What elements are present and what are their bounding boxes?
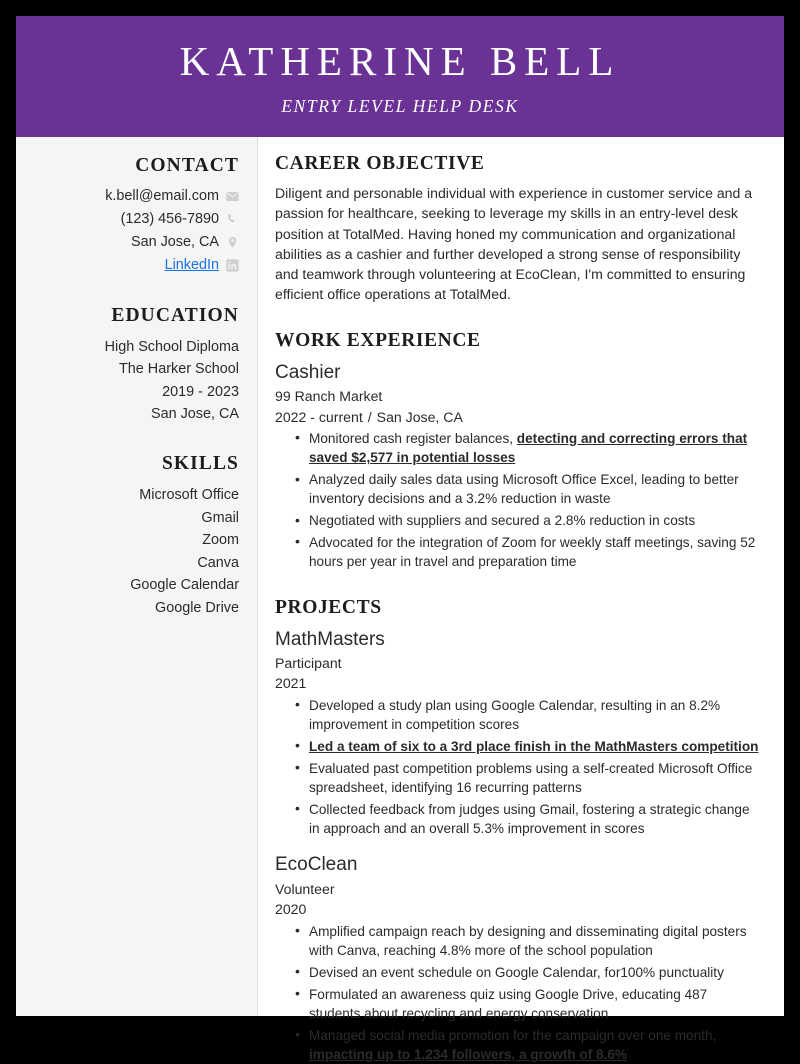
bullet-emphasis: impacting up to 1,234 followers, a growth of 8.6% (309, 1047, 627, 1063)
work-experience-heading: WORK EXPERIENCE (275, 329, 481, 351)
contact-phone-text: (123) 456-7890 (120, 210, 219, 227)
bullet-item (309, 696, 762, 735)
bullet-plain: Developed a study plan using Google Calendar, resulting in an 8.2% improvement in competition scores (309, 697, 721, 733)
bullet-plain: Formulated an awareness quiz using Google Drive, educating 487 students about recycling and energy conservation (309, 986, 708, 1021)
envelope-icon (226, 190, 239, 203)
header-banner (16, 16, 784, 137)
skill-item: Microsoft Office (139, 487, 239, 504)
bullet-item (309, 533, 762, 572)
bullet-plain: Negotiated with suppliers and secured a 2.8% reduction in costs (309, 513, 696, 529)
bullet-item (309, 922, 762, 961)
meta-separator: / (367, 408, 372, 425)
contact-list (30, 186, 239, 277)
project-entry (275, 627, 762, 839)
contact-item-email (30, 186, 239, 208)
skill-item: Google Drive (155, 599, 239, 616)
work-entry-bullets (275, 429, 762, 572)
career-objective-text: Diligent and personable individual with experience in customer service and a passion for healthcare, seeking to leverage my skills in an entry-level desk position at TotalMed. Having honed my communication and organizational abilities as a cashier and further developed a strong sense of responsibility and teamwork through volunteering at EcoClean, I'm committed to ensuring efficient office operations at TotalMed. (275, 185, 753, 303)
bullet-plain: Evaluated past competition problems using a self-created Microsoft Office spreadsheet, identifying 16 recurring patterns (309, 760, 753, 796)
location-pin-icon (226, 236, 239, 249)
contact-item-linkedin[interactable] (30, 255, 239, 277)
education-line: 2019 - 2023 (162, 383, 239, 400)
contact-location-text: San Jose, CA (131, 233, 219, 250)
project-entry-title: EcoClean (275, 854, 358, 876)
bullet-emphasis: detecting and correcting errors that saved $2,577 in potential losses (309, 430, 748, 466)
bullet-item (309, 737, 762, 756)
bullet-item (309, 759, 762, 798)
contact-email-text: k.bell@email.com (105, 188, 219, 204)
skill-item: Zoom (202, 532, 239, 549)
project-entry-bullets (275, 696, 762, 839)
work-entry-meta (275, 407, 762, 427)
education-line: High School Diploma (104, 338, 239, 355)
work-entry-dates: 2022 - current (275, 408, 363, 425)
project-entry-dates: 2020 (275, 901, 307, 918)
bullet-plain: Devised an event schedule on Google Calendar, for100% punctuality (309, 964, 724, 980)
education-list (30, 336, 239, 426)
bullet-plain: Collected feedback from judges using Gmail, fostering a strategic change in approach and an overall 5.3% improvement in scores (309, 801, 750, 837)
resume-page (16, 16, 784, 1063)
resume-body (16, 137, 784, 1063)
bullet-item (309, 470, 762, 509)
bullet-plain: Advocated for the integration of Zoom for weekly staff meetings, saving 52 hours per year in travel and preparation time (309, 534, 756, 570)
education-heading: EDUCATION (111, 304, 239, 326)
skills-heading: SKILLS (161, 453, 239, 475)
education-line: San Jose, CA (151, 405, 239, 422)
work-entry-title: Cashier (275, 361, 341, 383)
project-entry (275, 852, 762, 1064)
bullet-item (309, 1026, 762, 1064)
linkedin-icon[interactable] (226, 259, 239, 272)
bullet-plain: Monitored cash register balances, (309, 430, 517, 446)
bullet-item (309, 985, 762, 1024)
project-entry-bullets (275, 922, 762, 1064)
bullet-item (309, 800, 762, 839)
skills-list (30, 484, 239, 619)
skill-item: Google Calendar (130, 577, 239, 594)
project-entry-role: Participant (275, 655, 342, 672)
skill-item: Canva (197, 554, 239, 571)
projects-heading: PROJECTS (275, 596, 382, 618)
bullet-item (309, 429, 762, 468)
work-entry (275, 360, 762, 572)
project-entry-title: MathMasters (275, 628, 385, 650)
work-entry-organization: 99 Ranch Market (275, 388, 383, 405)
phone-icon (226, 213, 239, 226)
bullet-plain: Amplified campaign reach by designing and disseminating digital posters with Canva, reaching 4.8% more of the school population (309, 923, 747, 959)
linkedin-link[interactable]: LinkedIn (164, 256, 219, 273)
bullet-item (309, 963, 762, 982)
skill-item: Gmail (201, 509, 239, 526)
contact-heading: CONTACT (135, 155, 239, 176)
job-headline: ENTRY LEVEL HELP DESK (281, 96, 519, 117)
bullet-emphasis: Led a team of six to a 3rd place finish in the MathMasters competition (309, 738, 759, 754)
contact-item-location (30, 232, 239, 254)
work-entry-location: San Jose, CA (376, 408, 463, 425)
education-line: The Harker School (119, 361, 239, 378)
contact-item-phone (30, 209, 239, 231)
bullet-plain: Analyzed daily sales data using Microsoft Office Excel, leading to better inventory decisions and a 3.2% reduction in waste (309, 472, 739, 507)
sidebar (16, 137, 258, 1016)
bullet-plain: Managed social media promotion for the campaign over one month, (309, 1027, 717, 1043)
project-entry-dates: 2021 (275, 675, 307, 692)
main-content (258, 137, 784, 1063)
career-objective-heading: CAREER OBJECTIVE (275, 153, 485, 174)
project-entry-role: Volunteer (275, 880, 335, 897)
page-title: KATHERINE BELL (179, 38, 621, 84)
bullet-item (309, 511, 762, 530)
